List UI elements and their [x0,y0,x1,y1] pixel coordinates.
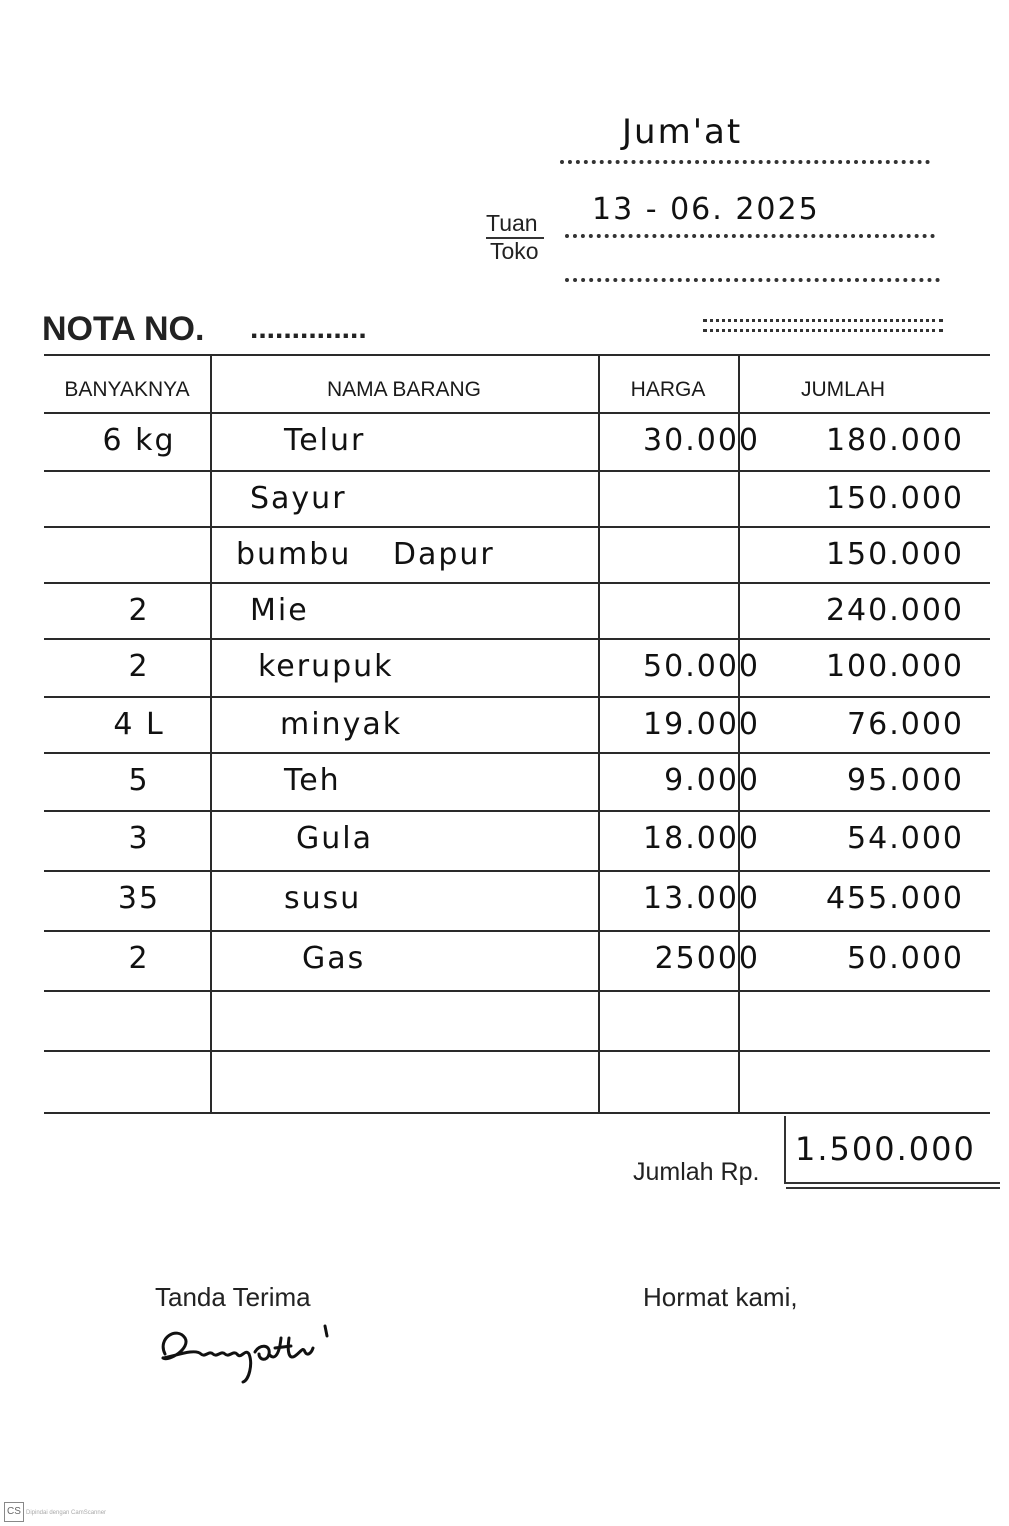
total-cell: 95.000 [847,763,964,798]
nota-number-placeholder: .............. [250,312,367,345]
table-rule [44,354,990,356]
camscanner-logo-icon: CS [4,1502,24,1522]
table-row [44,526,990,584]
price-cell: 19.000 [643,707,760,742]
toko-label: Toko [490,238,539,264]
item-name-cell: bumbu Dapur [236,537,495,572]
item-name-cell: Mie [250,593,309,628]
table-row [44,1050,990,1108]
price-cell: 50.000 [643,649,760,684]
table-row [44,582,990,640]
day-dotted-line [560,160,930,164]
column-header-harga: HARGA [630,378,706,401]
item-name-cell: Gula [296,821,373,856]
qty-cell: 2 [128,593,150,628]
date-value: 13 - 06. 2025 [592,192,820,227]
qty-cell: 6 kg [102,423,176,458]
table-row [44,752,990,810]
table-row [44,870,990,928]
day-value: Jum'at [622,112,743,152]
total-cell: 150.000 [825,481,964,516]
total-underline [786,1187,1000,1189]
total-cell: 50.000 [847,941,964,976]
total-cell: 76.000 [847,707,964,742]
camscanner-watermark-text: Dipindai dengan CamScanner [26,1510,107,1516]
item-name-cell: Gas [302,941,366,976]
table-row [44,930,990,988]
total-label: Jumlah Rp. [633,1158,760,1186]
item-name-cell: Teh [284,763,341,798]
items-table [44,354,990,1116]
toko-dotted-line [565,278,940,282]
table-row [44,470,990,528]
qty-cell: 4 L [113,707,165,742]
qty-cell: 5 [128,763,150,798]
right-dotted-line [703,319,943,322]
right-dotted-line [703,329,943,332]
column-header-jumlah: JUMLAH [800,378,885,401]
item-name-cell: minyak [280,707,403,742]
qty-cell: 3 [128,821,150,856]
total-box-rule [784,1116,786,1184]
price-cell: 30.000 [643,423,760,458]
tuan-dotted-line [565,234,935,238]
total-cell: 180.000 [825,423,964,458]
column-header-banyaknya: BANYAKNYA [64,378,190,401]
table-row [44,810,990,868]
column-header-nama-barang: NAMA BARANG [326,378,482,401]
total-cell: 455.000 [825,881,964,916]
table-row [44,412,990,470]
price-cell: 9.000 [664,763,760,798]
qty-cell: 2 [128,941,150,976]
total-cell: 240.000 [825,593,964,628]
item-name-cell: Telur [284,423,366,458]
qty-cell: 2 [128,649,150,684]
total-cell: 54.000 [847,821,964,856]
qty-cell: 35 [117,881,161,916]
price-cell: 18.000 [643,821,760,856]
price-cell: 25000 [654,941,760,976]
tuan-label: Tuan [486,210,538,236]
price-cell: 13.000 [643,881,760,916]
total-cell: 100.000 [825,649,964,684]
item-name-cell: Sayur [250,481,347,516]
grand-total-value: 1.500.000 [795,1130,976,1168]
table-rule [44,1112,990,1114]
table-row [44,638,990,696]
item-name-cell: susu [284,881,362,916]
nota-label: NOTA NO. [42,310,205,348]
hormat-kami-label: Hormat kami, [643,1282,798,1312]
signature-image [155,1318,345,1388]
table-row [44,696,990,754]
total-cell: 150.000 [825,537,964,572]
table-row [44,990,990,1048]
total-underline [786,1182,1000,1184]
item-name-cell: kerupuk [258,649,394,684]
tanda-terima-label: Tanda Terima [155,1282,311,1312]
